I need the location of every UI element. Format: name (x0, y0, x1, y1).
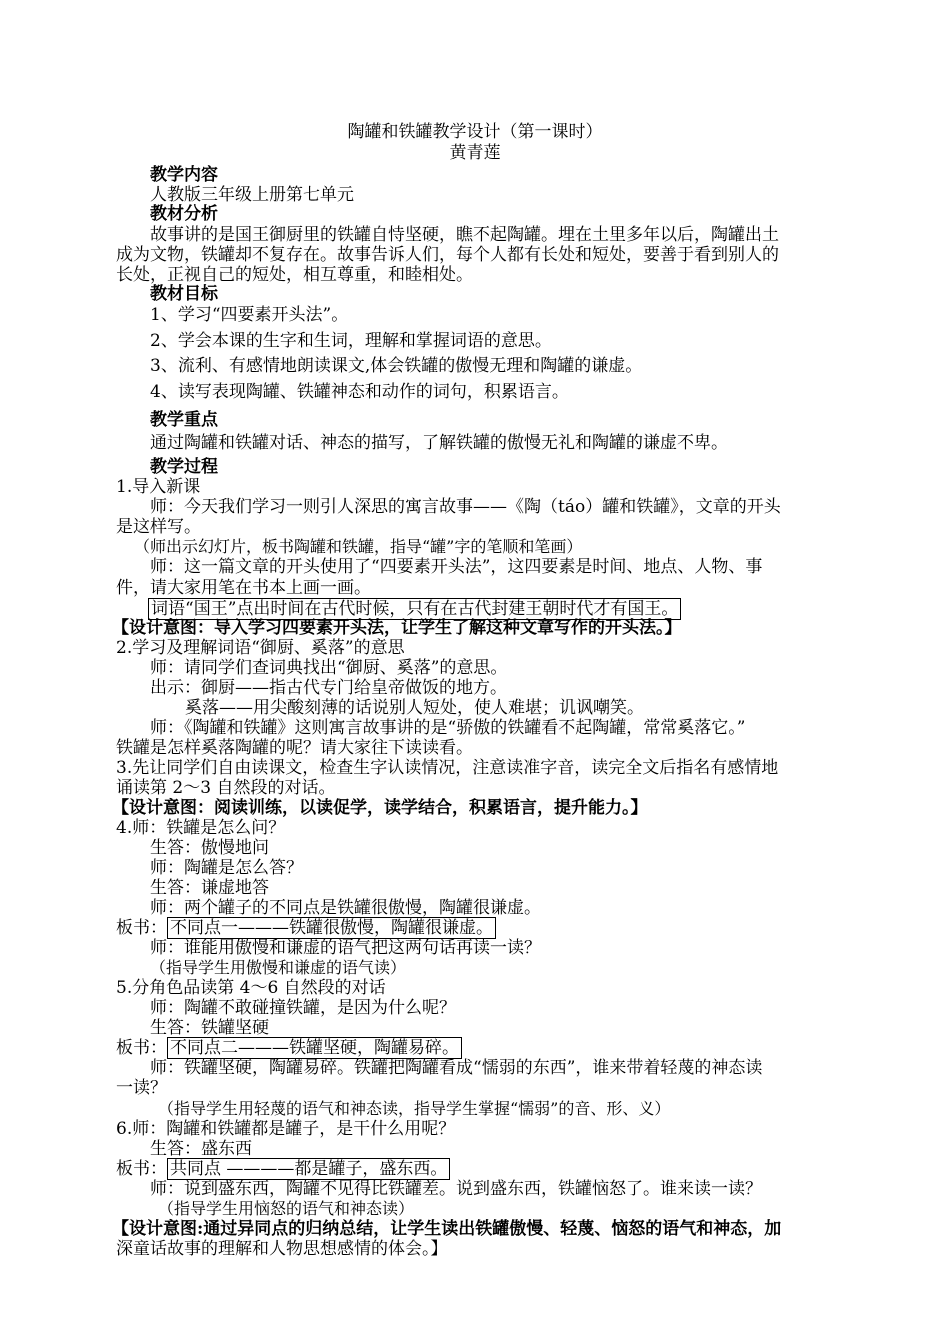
step-4-board-text: 不同点一———铁罐很傲慢，陶罐很谦虚。 (167, 917, 496, 939)
board-label: 板书： (116, 1159, 167, 1179)
goal-2: 2、学会本课的生字和生词，理解和掌握词语的意思。 (150, 331, 552, 351)
step-6-board (116, 1159, 450, 1179)
goal-4: 4、读写表现陶罐、铁罐神态和动作的词句，积累语言。 (150, 382, 569, 402)
goal-1: 1、学习“四要素开头法”。 (150, 305, 349, 325)
step-6-line-2: 师：说到盛东西，陶罐不见得比铁罐差。说到盛东西，铁罐恼怒了。谁来读一读？ (150, 1179, 762, 1199)
step-3-design-intent: 【设计意图：阅读训练，以读促学，读学结合，积累语言，提升能力。】 (112, 798, 648, 818)
doc-title: 陶罐和铁罐教学设计（第一课时） (347, 122, 603, 142)
step-5-note: （指导学生用轻蔑的语气和神态读，指导学生掌握“懦弱”的音、形、义） (158, 1099, 671, 1118)
step-1-note: （师出示幻灯片，板书陶罐和铁罐，指导“罐”字的笔顺和笔画） (134, 537, 583, 556)
step-4-line-1: 生答：傲慢地问 (150, 838, 269, 858)
step-1-line-3: 师：这一篇文章的开头使用了“四要素开头法”，这四要素是时间、地点、人物、事 (150, 557, 763, 577)
step-2-line-1: 师：请同学们查词典找出“御厨、奚落”的意思。 (150, 658, 508, 678)
analysis-line-2: 成为文物，铁罐却不复存在。故事告诉人们，每个人都有长处和短处，要善于看到别人的 (116, 245, 779, 265)
step-1-line-1: 师：今天我们学习一则引人深思的寓言故事——《陶（táo）罐和铁罐》，文章的开头 (150, 497, 781, 517)
step-6-design-intent-line-2: 深童话故事的理解和人物思想感情的体会。】 (116, 1239, 448, 1259)
board-label: 板书： (116, 918, 167, 938)
heading-key-points: 教学重点 (150, 410, 218, 430)
step-4-note: （指导学生用傲慢和谦虚的语气读） (150, 958, 407, 977)
step-1-line-2: 是这样写。 (116, 517, 201, 537)
heading-content: 教学内容 (150, 165, 218, 185)
step-6-note: （指导学生用恼怒的语气和神态读） (158, 1199, 415, 1218)
key-points-text: 通过陶罐和铁罐对话、神态的描写，了解铁罐的傲慢无礼和陶罐的谦虚不卑。 (150, 433, 728, 453)
step-6-line-1: 生答：盛东西 (150, 1139, 252, 1159)
step-5-line-2: 生答：铁罐坚硬 (150, 1018, 269, 1038)
content-text: 人教版三年级上册第七单元 (150, 185, 354, 205)
step-2-line-5: 铁罐是怎样奚落陶罐的呢？请大家往下读读看。 (116, 738, 473, 758)
step-2-line-3: 奚落——用尖酸刻薄的话说别人短处，使人难堪；讥讽嘲笑。 (185, 698, 644, 718)
step-4-title: 4.师：铁罐是怎么问？ (116, 818, 286, 838)
heading-goals: 教材目标 (150, 284, 218, 304)
step-1-design-intent: 【设计意图：导入学习四要素开头法，让学生了解这种文章写作的开头法。】 (112, 618, 682, 638)
step-5-line-1: 师：陶罐不敢碰撞铁罐，是因为什么呢？ (150, 998, 456, 1018)
step-6-board-text: 共同点 ————都是罐子，盛东西。 (167, 1158, 450, 1180)
step-2-line-4: 师：《陶罐和铁罐》这则寓言故事讲的是“骄傲的铁罐看不起陶罐，常常奚落它。” (150, 718, 746, 738)
step-3-line-2: 诵读第 2～3 自然段的对话。 (116, 778, 336, 798)
step-1-title: 1.导入新课 (116, 477, 201, 497)
step-3-line-1: 3.先让同学们自由读课文，检查生字认读情况，注意读准字音，读完全文后指名有感情地 (116, 758, 779, 778)
analysis-line-3: 长处，正视自己的短处，相互尊重，和睦相处。 (116, 265, 473, 285)
goal-3: 3、流利、有感情地朗读课文,体会铁罐的傲慢无理和陶罐的谦虚。 (150, 356, 643, 376)
step-5-board-text: 不同点二———铁罐坚硬，陶罐易碎。 (167, 1037, 462, 1059)
board-label: 板书： (116, 1038, 167, 1058)
step-5-board (116, 1038, 462, 1058)
step-4-line-3: 生答：谦虚地答 (150, 878, 269, 898)
step-6-title: 6.师：陶罐和铁罐都是罐子，是干什么用呢？ (116, 1119, 456, 1139)
doc-author: 黄青莲 (449, 143, 501, 163)
step-6-design-intent-line-1: 【设计意图:通过异同点的归纳总结，让学生读出铁罐傲慢、轻蔑、恼怒的语气和神态，加 (112, 1219, 782, 1239)
step-4-board (116, 918, 496, 938)
step-4-line-4: 师：两个罐子的不同点是铁罐很傲慢，陶罐很谦虚。 (150, 898, 541, 918)
heading-analysis: 教材分析 (150, 204, 218, 224)
step-1-boxed-text: 词语“国王”点出时间在古代时候，只有在古代封建王朝时代才有国王。 (148, 598, 681, 620)
step-2-title: 2.学习及理解词语“御厨、奚落”的意思 (116, 638, 405, 658)
step-4-line-2: 师：陶罐是怎么答？ (150, 858, 303, 878)
analysis-line-1: 故事讲的是国王御厨里的铁罐自恃坚硬，瞧不起陶罐。埋在土里多年以后，陶罐出土 (150, 225, 779, 245)
step-4-line-5: 师：谁能用傲慢和谦虚的语气把这两句话再读一读？ (150, 938, 541, 958)
step-2-line-2: 出示：御厨——指古代专门给皇帝做饭的地方。 (150, 678, 507, 698)
step-5-line-4: 一读？ (116, 1078, 167, 1098)
step-1-line-4: 件，请大家用笔在书本上画一画。 (116, 578, 371, 598)
step-5-title: 5.分角色品读第 4～6 自然段的对话 (116, 978, 386, 998)
step-5-line-3: 师：铁罐坚硬，陶罐易碎。铁罐把陶罐看成“懦弱的东西”，谁来带着轻蔑的神态读 (150, 1058, 763, 1078)
heading-process: 教学过程 (150, 457, 218, 477)
